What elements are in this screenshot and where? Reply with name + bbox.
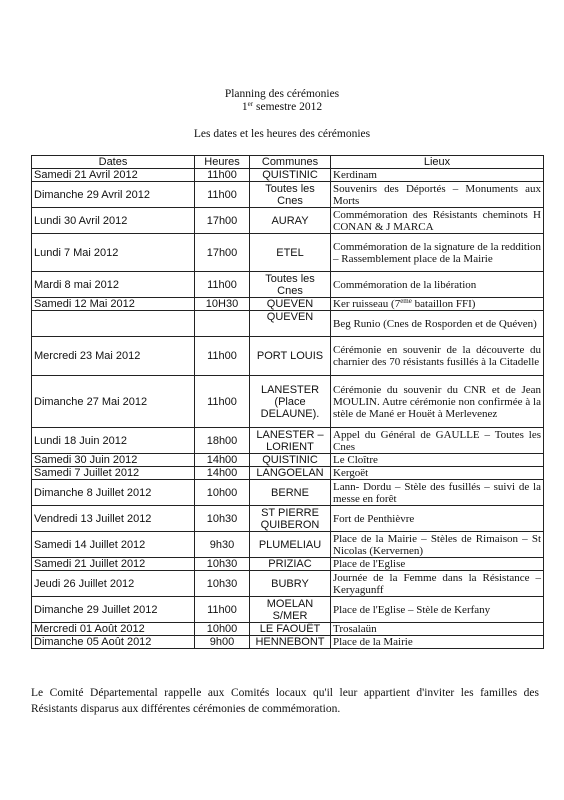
column-header-communes: Communes (250, 156, 331, 169)
commune-cell: LANGOELAN (250, 467, 331, 480)
date-cell: Mercredi 23 Mai 2012 (32, 337, 195, 376)
lieu-cell (331, 298, 544, 311)
table-row (32, 636, 544, 649)
lieu-cell: Place de l'Eglise – Stèle de Kerfany (331, 597, 544, 623)
commune-cell: BERNE (250, 480, 331, 506)
commune-cell: LE FAOUËT (250, 623, 331, 636)
lieu-cell: Commémoration des Résistants cheminots H CONAN & J MARCA (331, 208, 544, 234)
lieu-cell: Journée de la Femme dans la Résistance – Keryagunff (331, 571, 544, 597)
lieu-text-start: Ker ruisseau (7 (333, 298, 401, 310)
table-row (32, 597, 544, 623)
commune-cell: PRIZIAC (250, 558, 331, 571)
ceremony-schedule-table (31, 155, 544, 649)
document-subtitle: Les dates et les heures des cérémonies (193, 128, 371, 140)
lieu-cell: Appel du Général de GAULLE – Toutes les Cnes (331, 428, 544, 454)
commune-cell: ETEL (250, 234, 331, 272)
table-row (32, 532, 544, 558)
table-row (32, 623, 544, 636)
date-cell: Samedi 14 Juillet 2012 (32, 532, 195, 558)
table-row (32, 298, 544, 311)
lieu-cell: Le Cloître (331, 454, 544, 467)
hour-cell: 17h00 (195, 208, 250, 234)
commune-cell: LANESTER (Place DELAUNE). (250, 376, 331, 428)
lieu-cell: Place de l'Eglise (331, 558, 544, 571)
table-row (32, 480, 544, 506)
commune-cell: QUISTINIC (250, 169, 331, 182)
hour-cell: 11h00 (195, 182, 250, 208)
column-header-heures: Heures (195, 156, 250, 169)
semester-ordinal: er (247, 100, 254, 108)
commune-cell: QUISTINIC (250, 454, 331, 467)
lieu-cell: Lann- Dordu – Stèle des fusillés – suivi de la messe en forêt (331, 480, 544, 506)
commune-cell: PLUMELIAU (250, 532, 331, 558)
lieu-cell: Cérémonie en souvenir de la découverte du charnier des 70 résistants fusillés à la Citadelle (331, 337, 544, 376)
table-row (32, 558, 544, 571)
lieu-cell: Cérémonie du souvenir du CNR et de Jean MOULIN. Autre cérémonie non confirmée à la stèle de Mané er Houët à Merlevenez (331, 376, 544, 428)
table-row (32, 311, 544, 337)
lieu-cell: Commémoration de la signature de la reddition – Rassemblement place de la Mairie (331, 234, 544, 272)
date-cell: Lundi 7 Mai 2012 (32, 234, 195, 272)
date-cell: Dimanche 29 Avril 2012 (32, 182, 195, 208)
lieu-cell: Beg Runio (Cnes de Rosporden et de Quéven) (331, 311, 544, 337)
table-row (32, 272, 544, 298)
lieu-cell: Place de la Mairie (331, 636, 544, 649)
table-header-row (32, 156, 544, 169)
table-row (32, 454, 544, 467)
lieu-cell: Kerdinam (331, 169, 544, 182)
date-cell: Lundi 30 Avril 2012 (32, 208, 195, 234)
hour-cell: 10h30 (195, 506, 250, 532)
commune-cell: BUBRY (250, 571, 331, 597)
commune-cell: HENNEBONT (250, 636, 331, 649)
commune-cell: LANESTER – LORIENT (250, 428, 331, 454)
date-cell: Jeudi 26 Juillet 2012 (32, 571, 195, 597)
date-cell: Dimanche 27 Mai 2012 (32, 376, 195, 428)
hour-cell: 9h00 (195, 636, 250, 649)
hour-cell: 11h00 (195, 597, 250, 623)
lieu-cell: Souvenirs des Déportés – Monuments aux Morts (331, 182, 544, 208)
date-cell: Mercredi 01 Août 2012 (32, 623, 195, 636)
lieu-text-end: bataillon FFI) (411, 298, 476, 310)
table-row (32, 428, 544, 454)
column-header-lieux: Lieux (331, 156, 544, 169)
hour-cell: 11h00 (195, 376, 250, 428)
commune-cell: ST PIERRE QUIBERON (250, 506, 331, 532)
hour-cell: 17h00 (195, 234, 250, 272)
date-cell: Mardi 8 mai 2012 (32, 272, 195, 298)
table-row (32, 337, 544, 376)
lieu-ordinal: eme (400, 297, 412, 305)
commune-cell: Toutes les Cnes (250, 272, 331, 298)
closing-note: Le Comité Départemental rappelle aux Comités locaux qu'il leur appartient d'inviter les familles des Résistants disparus aux différentes cérémonies de commémoration. (31, 687, 539, 715)
commune-cell: AURAY (250, 208, 331, 234)
commune-cell: MOELAN S/MER (250, 597, 331, 623)
date-cell: Samedi 21 Juillet 2012 (32, 558, 195, 571)
semester-number: 1 (241, 101, 248, 113)
hour-cell: 10h00 (195, 480, 250, 506)
table-row (32, 467, 544, 480)
table-row (32, 234, 544, 272)
semester-line (0, 100, 564, 114)
hour-cell: 11h00 (195, 337, 250, 376)
date-cell: Dimanche 05 Août 2012 (32, 636, 195, 649)
hour-cell: 10h30 (195, 558, 250, 571)
date-cell (32, 311, 195, 337)
lieu-cell: Fort de Penthièvre (331, 506, 544, 532)
document-title: Planning des cérémonies (224, 88, 340, 100)
date-cell: Samedi 7 Juillet 2012 (32, 467, 195, 480)
hour-cell: 10H30 (195, 298, 250, 311)
table-row (32, 506, 544, 532)
lieu-cell: Commémoration de la libération (331, 272, 544, 298)
column-header-dates: Dates (32, 156, 195, 169)
table-row (32, 376, 544, 428)
semester-text: semestre 2012 (253, 101, 323, 113)
lieu-cell: Place de la Mairie – Stèles de Rimaison – St Nicolas (Kervernen) (331, 532, 544, 558)
hour-cell: 14h00 (195, 454, 250, 467)
date-cell: Samedi 12 Mai 2012 (32, 298, 195, 311)
table-row (32, 182, 544, 208)
lieu-cell: Trosalaün (331, 623, 544, 636)
hour-cell: 14h00 (195, 467, 250, 480)
hour-cell: 18h00 (195, 428, 250, 454)
date-cell: Lundi 18 Juin 2012 (32, 428, 195, 454)
hour-cell (195, 311, 250, 337)
commune-cell: Toutes les Cnes (250, 182, 331, 208)
date-cell: Samedi 21 Avril 2012 (32, 169, 195, 182)
hour-cell: 9h30 (195, 532, 250, 558)
lieu-cell: Kergoët (331, 467, 544, 480)
date-cell: Dimanche 29 Juillet 2012 (32, 597, 195, 623)
date-cell: Samedi 30 Juin 2012 (32, 454, 195, 467)
table-row (32, 571, 544, 597)
commune-cell: QUEVEN (250, 311, 331, 337)
hour-cell: 10h00 (195, 623, 250, 636)
hour-cell: 11h00 (195, 272, 250, 298)
date-cell: Vendredi 13 Juillet 2012 (32, 506, 195, 532)
date-cell: Dimanche 8 Juillet 2012 (32, 480, 195, 506)
commune-cell: PORT LOUIS (250, 337, 331, 376)
table-row (32, 169, 544, 182)
hour-cell: 11h00 (195, 169, 250, 182)
commune-cell: QUEVEN (250, 298, 331, 311)
hour-cell: 10h30 (195, 571, 250, 597)
table-row (32, 208, 544, 234)
